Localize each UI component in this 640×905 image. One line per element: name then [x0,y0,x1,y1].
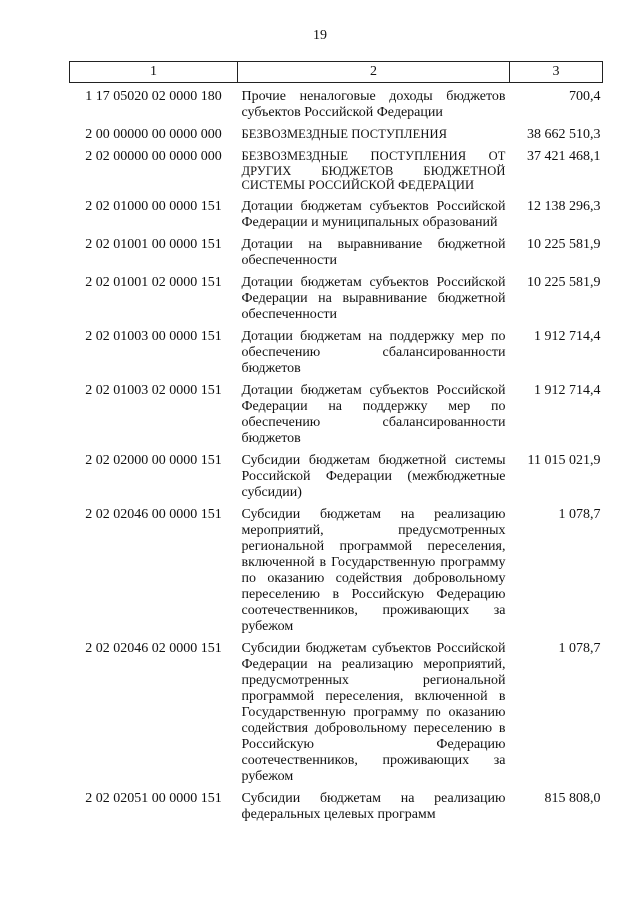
amount-cell: 12 138 296,3 [527,198,601,214]
table-row [70,641,603,785]
budget-code-cell: 2 02 02051 00 0000 151 [85,790,222,806]
revenue-name-cell: Субсидии бюджетам субъектов Российской Федерации на реализацию мероприятий, предусмотренных региональной программой переселения, включенной в Государственную программу по оказанию содействия добровольному переселению в Российскую Федерацию соотечественников, проживающих за рубежом [241,640,506,784]
table-row [70,791,603,823]
table-row [70,453,603,501]
column-header-code: 1 [70,62,238,83]
column-header-amount: 3 [510,62,603,83]
table-row [70,237,603,269]
revenue-name-cell: Субсидии бюджетам на реализацию федеральных целевых программ [241,790,506,822]
amount-cell: 10 225 581,9 [527,274,601,290]
budget-code-cell: 2 02 02000 00 0000 151 [85,452,222,468]
revenue-name-cell: Прочие неналоговые доходы бюджетов субъектов Российской Федерации [241,89,506,120]
amount-cell: 1 078,7 [558,640,601,656]
revenue-name-cell: Дотации на выравнивание бюджетной обеспеченности [241,236,506,268]
revenue-name-cell: Субсидии бюджетам бюджетной системы Российской Федерации (межбюджетные субсидии) [241,452,506,500]
budget-code-cell: 2 02 01001 02 0000 151 [85,274,222,290]
revenue-name-cell: Дотации бюджетам на поддержку мер по обеспечению сбалансированности бюджетов [241,328,506,376]
table-header-row [70,62,603,83]
revenue-name-cell: Дотации бюджетам субъектов Российской Федерации и муниципальных образований [241,198,506,230]
budget-code-cell: 1 17 05020 02 0000 180 [85,89,222,104]
table-row [70,89,603,121]
revenue-name-cell: БЕЗВОЗМЕЗДНЫЕ ПОСТУПЛЕНИЯ ОТ ДРУГИХ БЮДЖЕТОВ БЮДЖЕТНОЙ СИСТЕМЫ РОССИЙСКОЙ ФЕДЕРАЦИИ [241,149,506,192]
table-row [70,199,603,231]
amount-cell: 1 912 714,4 [534,328,601,344]
budget-code-cell: 2 02 01003 00 0000 151 [85,328,222,344]
table-row [70,275,603,323]
table-row [70,127,603,143]
budget-code-cell: 2 02 01003 02 0000 151 [85,382,222,398]
revenue-name-cell: Дотации бюджетам субъектов Российской Федерации на выравнивание бюджетной обеспеченности [241,274,506,322]
table-row [70,383,603,447]
amount-cell: 1 912 714,4 [534,382,601,398]
revenue-name-cell: Дотации бюджетам субъектов Российской Федерации на поддержку мер по обеспечению сбалансированности бюджетов [241,382,506,446]
amount-cell: 11 015 021,9 [527,452,601,468]
table-row [70,329,603,377]
revenue-name-cell: Субсидии бюджетам на реализацию мероприятий, предусмотренных региональной программой переселения, включенной в Государственную программу по оказанию содействия добровольному переселению в Российскую Федерацию соотечественников, проживающих за рубежом [241,506,506,634]
budget-code-cell: 2 02 02046 00 0000 151 [85,506,222,522]
revenue-table [69,61,603,823]
amount-cell: 37 421 468,1 [527,149,601,164]
amount-cell: 38 662 510,3 [527,127,601,142]
budget-code-cell: 2 02 00000 00 0000 000 [85,149,222,164]
revenue-name-cell: БЕЗВОЗМЕЗДНЫЕ ПОСТУПЛЕНИЯ [241,127,448,141]
budget-code-cell: 2 02 02046 02 0000 151 [85,640,222,656]
budget-code-cell: 2 02 01000 00 0000 151 [85,198,222,214]
table-body [70,83,603,823]
column-header-name: 2 [238,62,510,83]
table-row [70,507,603,635]
budget-code-cell: 2 00 00000 00 0000 000 [85,127,222,142]
amount-cell: 700,4 [569,89,601,104]
budget-code-cell: 2 02 01001 00 0000 151 [85,236,222,252]
amount-cell: 10 225 581,9 [527,236,601,252]
page-number: 19 [313,28,327,43]
amount-cell: 815 808,0 [544,790,601,806]
amount-cell: 1 078,7 [558,506,601,522]
table-row [70,149,603,193]
